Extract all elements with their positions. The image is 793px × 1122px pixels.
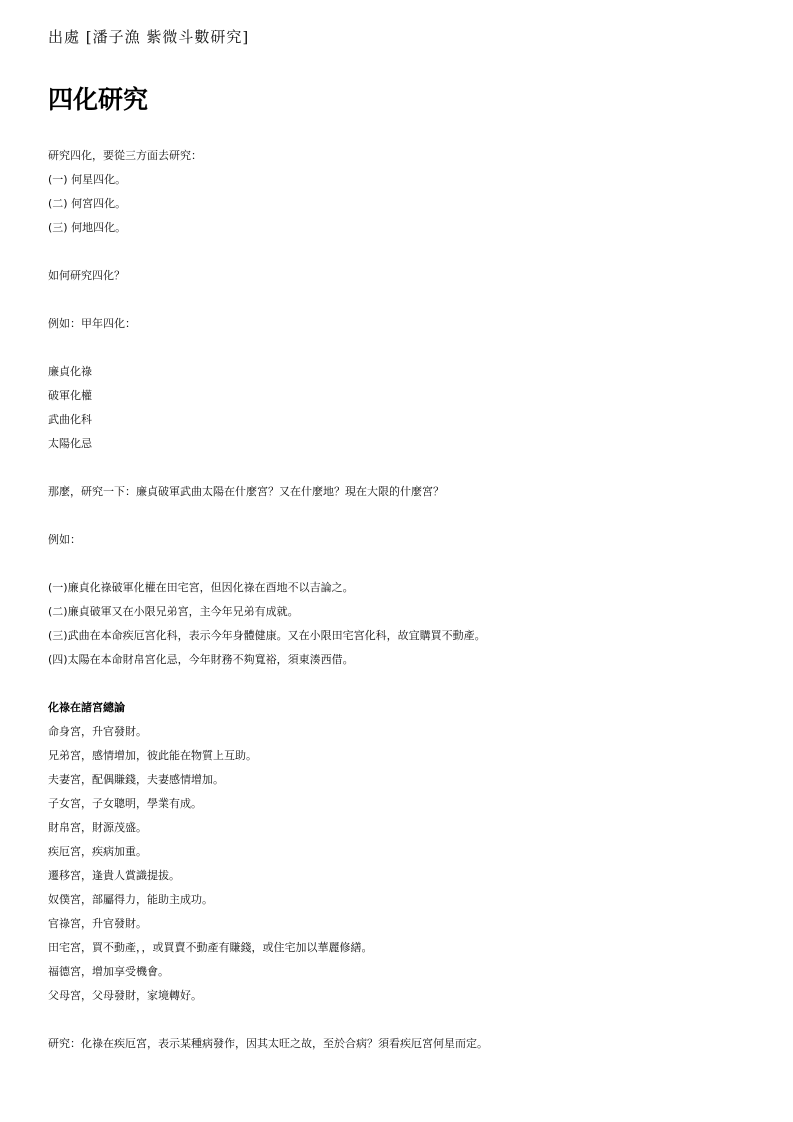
sihua-item: 太陽化忌 xyxy=(48,437,92,450)
sihua-item: 武曲化科 xyxy=(48,413,92,426)
intro-item: (一) 何星四化。 xyxy=(48,173,127,186)
palace-item: 奴僕宮，部屬得力，能助主成功。 xyxy=(48,893,213,906)
example-item: (二)廉貞破軍又在小限兄弟宮，主今年兄弟有成就。 xyxy=(48,605,299,618)
example-item: (四)太陽在本命財帛宮化忌，今年財務不夠寬裕，須東湊西借。 xyxy=(48,653,354,666)
intro-item: (二) 何宮四化。 xyxy=(48,197,127,210)
palace-item: 田宅宮，買不動產，，或買賣不動產有賺錢，或住宅加以華麗修繕。 xyxy=(48,941,373,954)
example-intro: 例如：甲年四化： xyxy=(48,317,136,330)
research-question: 那麼，研究一下：廉貞破軍武曲太陽在什麼宮？又在什麼地？現在大限的什麼宮？ xyxy=(48,485,444,498)
example-label: 例如： xyxy=(48,533,81,546)
palace-item: 財帛宮，財源茂盛。 xyxy=(48,821,147,834)
example-item: (一)廉貞化祿破軍化權在田宅宮，但因化祿在酉地不以吉論之。 xyxy=(48,581,354,594)
section-heading: 化祿在諸宮總論 xyxy=(48,701,125,714)
palace-item: 命身宮，升官發財。 xyxy=(48,725,147,738)
research-note: 研究：化祿在疾厄宮，表示某種病發作，因其太旺之故，至於合病？須看疾厄宮何星而定。 xyxy=(48,1037,488,1050)
palace-item: 遷移宮，逢貴人賞識提拔。 xyxy=(48,869,180,882)
palace-item: 福德宮，增加享受機會。 xyxy=(48,965,169,978)
sihua-item: 破軍化權 xyxy=(48,389,92,402)
intro-lead: 研究四化，要從三方面去研究： xyxy=(48,149,202,162)
source-citation: 出處 [潘子漁 紫微斗數研究] xyxy=(48,28,250,46)
palace-item: 疾厄宮，疾病加重。 xyxy=(48,845,147,858)
palace-item: 官祿宮，升官發財。 xyxy=(48,917,147,930)
palace-item: 父母宮，父母發財，家境轉好。 xyxy=(48,989,202,1002)
palace-item: 夫妻宮，配偶賺錢，夫妻感情增加。 xyxy=(48,773,224,786)
intro-item: (三) 何地四化。 xyxy=(48,221,127,234)
page-title: 四化研究 xyxy=(48,85,149,114)
palace-item: 兄弟宮，感情增加，彼此能在物質上互助。 xyxy=(48,749,257,762)
question-how: 如何研究四化？ xyxy=(48,269,125,282)
palace-item: 子女宮，子女聰明，學業有成。 xyxy=(48,797,202,810)
example-item: (三)武曲在本命疾厄宮化科，表示今年身體健康。又在小限田宅宮化科，故宜購買不動產。 xyxy=(48,629,486,642)
sihua-item: 廉貞化祿 xyxy=(48,365,92,378)
